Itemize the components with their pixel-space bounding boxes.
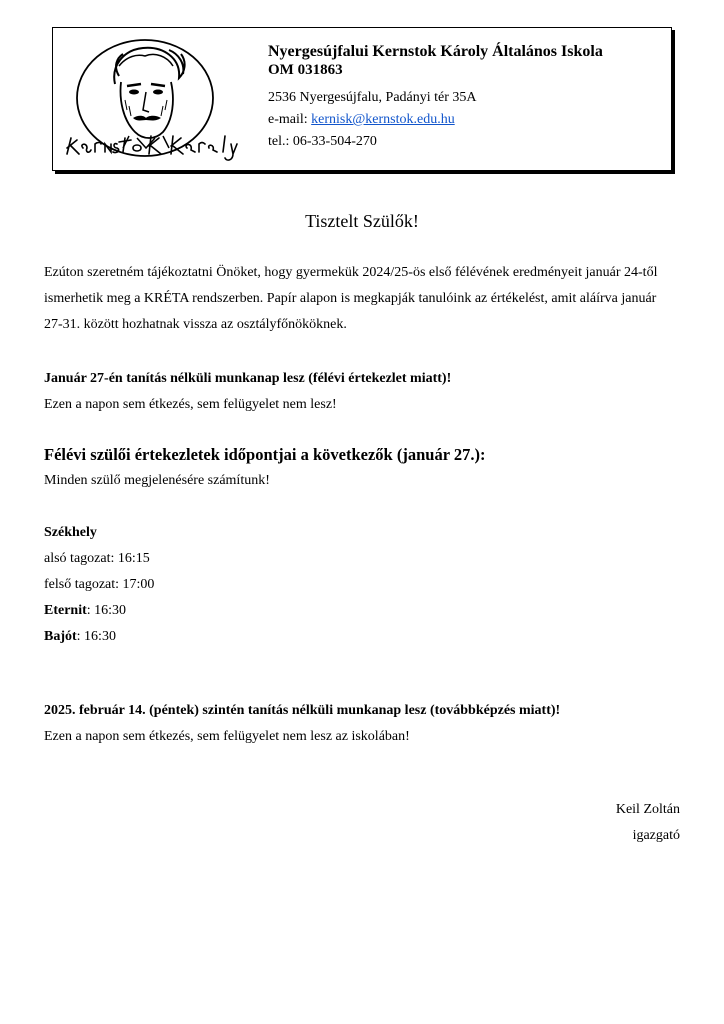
schedule-label: alsó tagozat — [44, 551, 111, 566]
schedule-row — [44, 572, 684, 598]
schedule-time: : 17:00 — [115, 577, 155, 592]
schedule-label: Eternit — [44, 603, 87, 618]
school-email-line — [268, 109, 603, 131]
letterhead — [52, 27, 672, 171]
schedule-section — [44, 520, 684, 650]
notice-january-title: Január 27-én tanítás nélküli munkanap lesz (félévi értekezlet miatt)! — [44, 371, 452, 386]
meetings-subtext: Minden szülő megjelenésére számítunk! — [44, 473, 270, 488]
site-heading: Székhely — [44, 525, 97, 540]
email-link[interactable]: kernisk@kernstok.edu.hu — [311, 112, 455, 127]
school-address: 2536 Nyergesújfalu, Padányi tér 35A — [268, 90, 477, 105]
greeting: Tisztelt Szülők! — [305, 211, 419, 231]
intro-line: 27-31. között hozhatnak vissza az osztályfőnököknek. — [44, 317, 347, 332]
schedule-label: felső tagozat — [44, 577, 116, 592]
schedule-time: : 16:30 — [76, 629, 116, 644]
schedule-row — [44, 546, 684, 572]
notice-february — [44, 698, 684, 750]
signature-title: igazgató — [632, 828, 680, 843]
schedule-row — [44, 624, 684, 650]
schedule-row — [44, 598, 684, 624]
notice-february-text: Ezen a napon sem étkezés, sem felügyelet nem lesz az iskolában! — [44, 729, 410, 744]
meetings-section — [44, 442, 684, 494]
intro-line: Ezúton szeretném tájékoztatni Önöket, hogy gyermekük 2024/25-ös első félévének eredményeit január 24-től — [44, 265, 658, 280]
email-label: e-mail: — [268, 112, 312, 127]
intro-line: ismerhetik meg a KRÉTA rendszerben. Papír alapon is megkapják tanulóink az értékelést, amit aláírva január — [44, 291, 657, 306]
school-info — [268, 43, 603, 153]
schedule-label: Bajót — [44, 629, 77, 644]
school-phone: tel.: 06-33-504-270 — [268, 134, 377, 149]
notice-february-title: 2025. február 14. (péntek) szintén tanítás nélküli munkanap lesz (továbbképzés miatt)! — [44, 703, 561, 718]
schedule-time: : 16:30 — [86, 603, 127, 618]
school-name: Nyergesújfalui Kernstok Károly Általános Iskola — [268, 43, 603, 60]
school-om-number: OM 031863 — [268, 62, 343, 78]
signature-block — [616, 797, 680, 849]
notice-january — [44, 366, 684, 418]
meetings-heading: Félévi szülői értekezletek időpontjai a következők (január 27.): — [44, 445, 486, 464]
notice-january-text: Ezen a napon sem étkezés, sem felügyelet nem lesz! — [44, 397, 337, 412]
school-logo-portrait — [63, 36, 253, 164]
schedule-time: : 16:15 — [110, 551, 150, 566]
signature-name: Keil Zoltán — [615, 802, 680, 817]
intro-paragraph — [44, 260, 684, 338]
